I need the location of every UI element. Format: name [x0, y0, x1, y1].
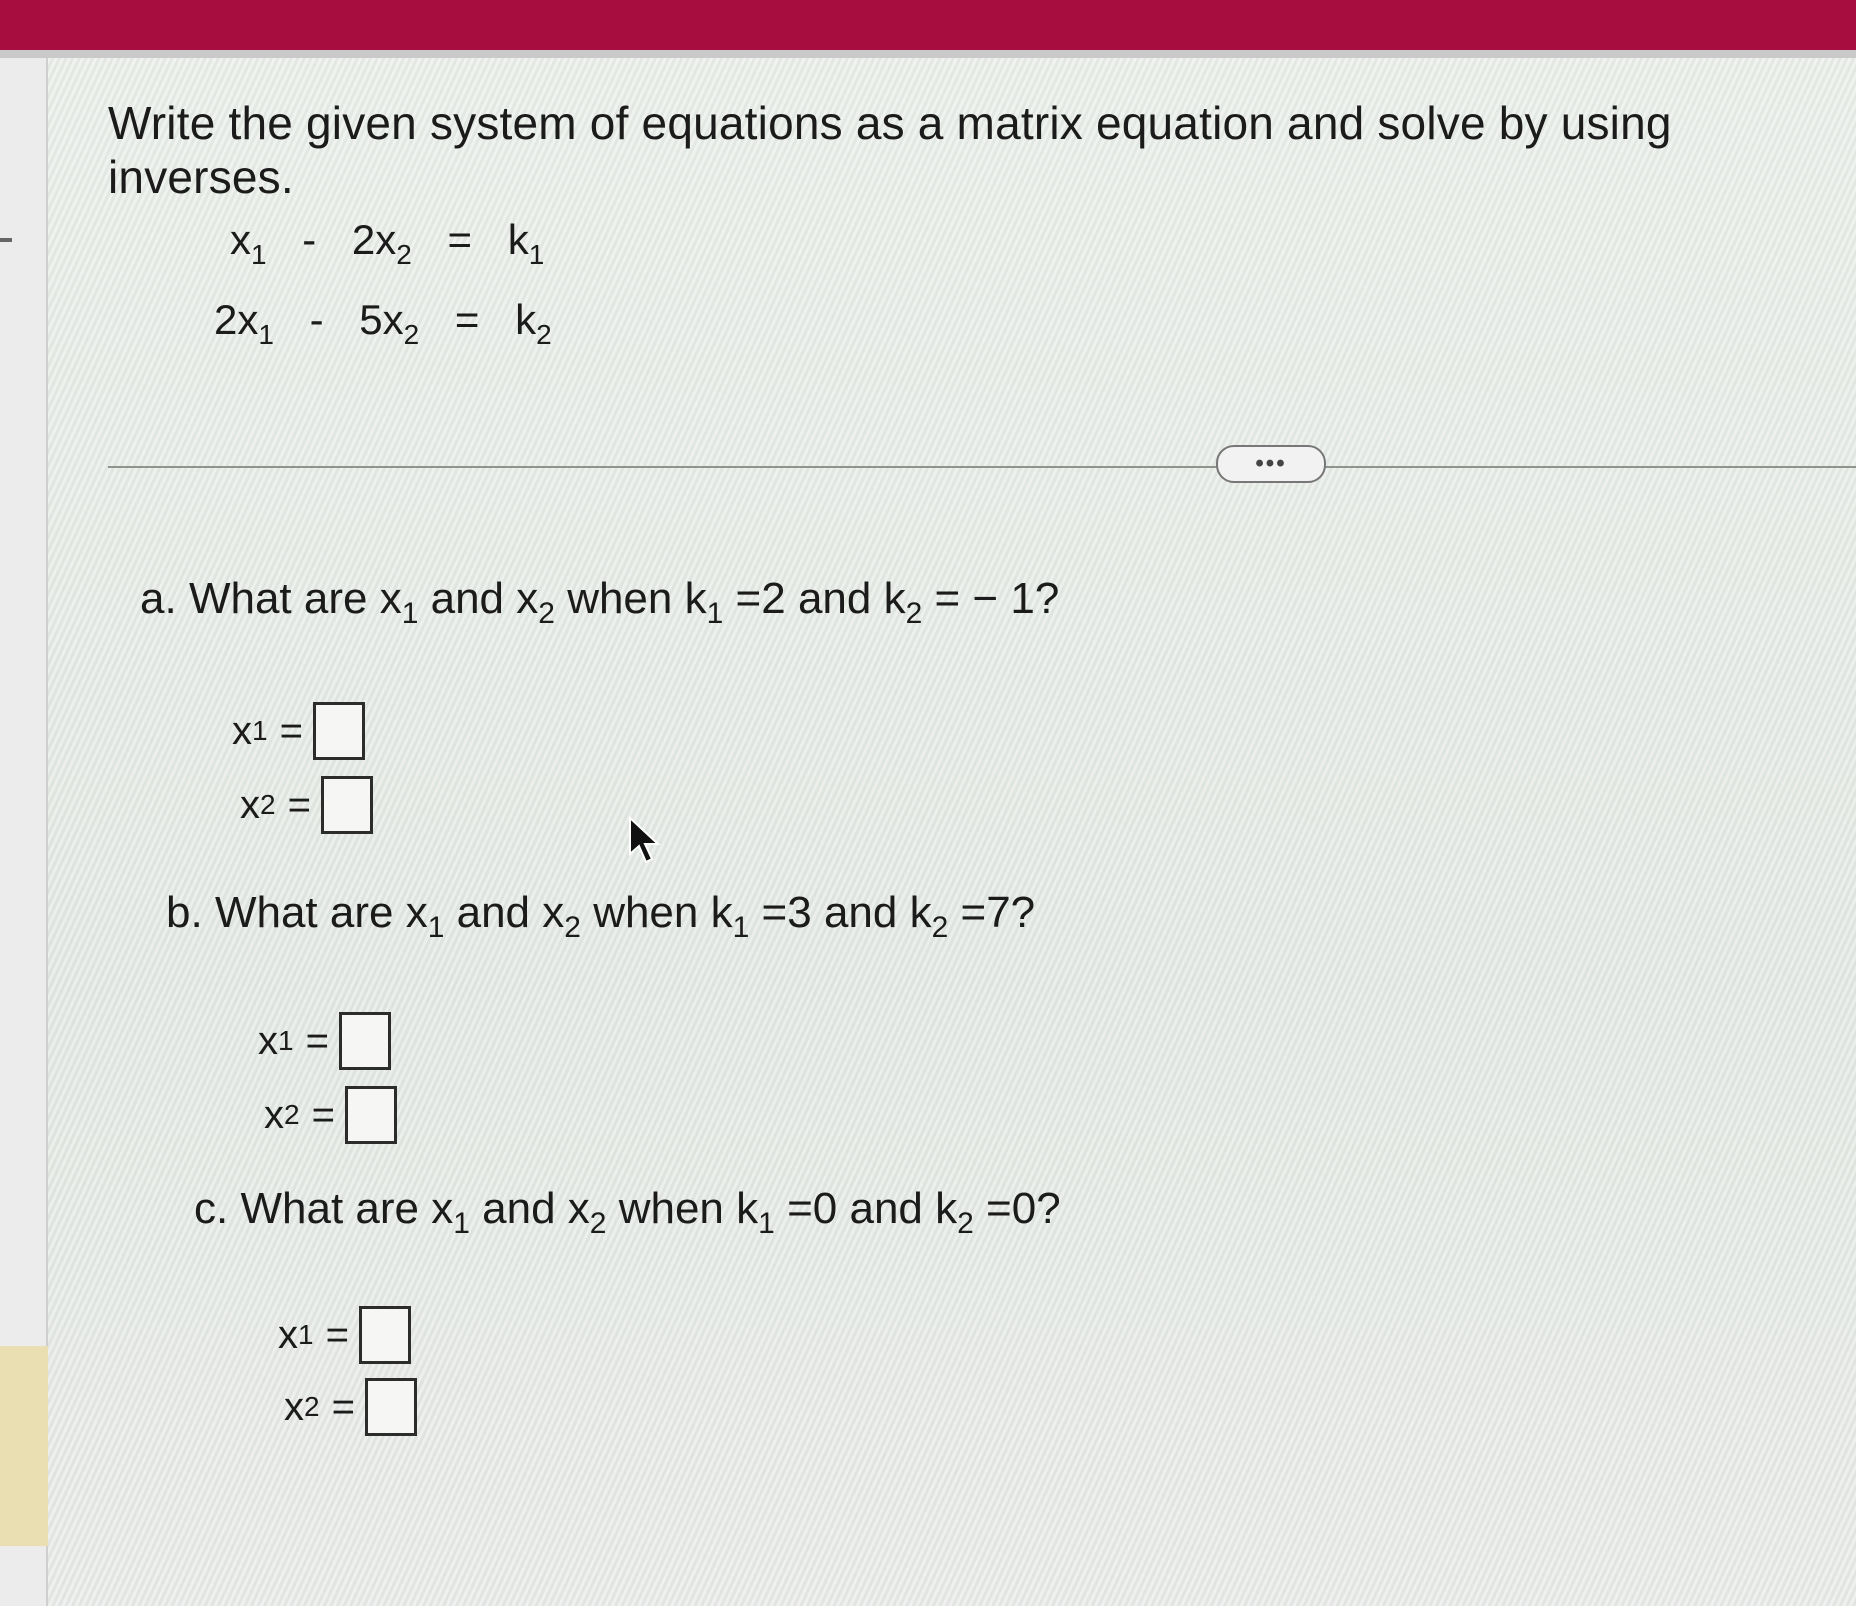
mouse-pointer-icon [628, 816, 662, 866]
question-panel [48, 58, 1856, 1606]
rail-marker [0, 238, 12, 242]
eq1-operator: - [302, 216, 317, 263]
browser-top-bar [0, 0, 1856, 50]
question-letter: b. [166, 888, 203, 937]
answer-row-b-x2: x 2 = [264, 1086, 397, 1144]
k1-value: =3 [761, 888, 812, 937]
k2-value: =7? [960, 888, 1036, 937]
eq2-operator: - [309, 296, 324, 343]
eq2-coef1: 2 [214, 296, 238, 343]
k1-value: =0 [787, 1184, 838, 1233]
answer-row-a-x1: x 1 = [232, 702, 365, 760]
answer-box-b-x1[interactable] [339, 1012, 391, 1070]
question-letter: c. [194, 1184, 229, 1233]
answer-box-c-x2[interactable] [365, 1378, 417, 1436]
answer-row-b-x1: x 1 = [258, 1012, 391, 1070]
eq1-coef2: 2 [351, 216, 376, 263]
k1-value: =2 [735, 574, 786, 623]
answer-row-c-x1: x 1 = [278, 1306, 411, 1364]
eq2-coef2: 5 [359, 296, 383, 343]
eq2-rhs-sub: 2 [536, 319, 552, 350]
answer-box-a-x1[interactable] [313, 702, 365, 760]
question-b: b. What are $x_1$ and $x_2$ when $k_1 =3$ and $k_2 =7$? [166, 888, 1036, 944]
eq1-rhs-sub: 1 [528, 239, 545, 270]
answer-row-a-x2: x 2 = [240, 776, 373, 834]
answer-box-a-x2[interactable] [321, 776, 373, 834]
section-divider [108, 466, 1856, 468]
question-c: c. What are $x_1$ and $x_2$ when $k_1 =0$ and $k_2 =0$? [194, 1184, 1061, 1240]
question-a: a. What are $x_1$ and $x_2$ when $k_1 =2$ and $k_2$ = − 1? [140, 574, 1060, 630]
system-equation-2: $2x_1 - 5x_2 = k_2$ [214, 296, 552, 350]
k2-value: =0? [986, 1184, 1061, 1233]
instructions-text: Write the given system of equations as a matrix equation and solve by using inverses. [108, 97, 1672, 203]
answer-box-b-x2[interactable] [345, 1086, 397, 1144]
more-options-button[interactable]: ••• [1216, 445, 1326, 483]
answer-box-c-x1[interactable] [359, 1306, 411, 1364]
system-equation-1: $x_1 - 2x_2 = k_1$ [230, 216, 545, 270]
k2-value: = − 1? [934, 574, 1060, 623]
top-bar-edge [0, 50, 1856, 58]
question-letter: a. [140, 574, 177, 623]
answer-row-c-x2: x 2 = [284, 1378, 417, 1436]
